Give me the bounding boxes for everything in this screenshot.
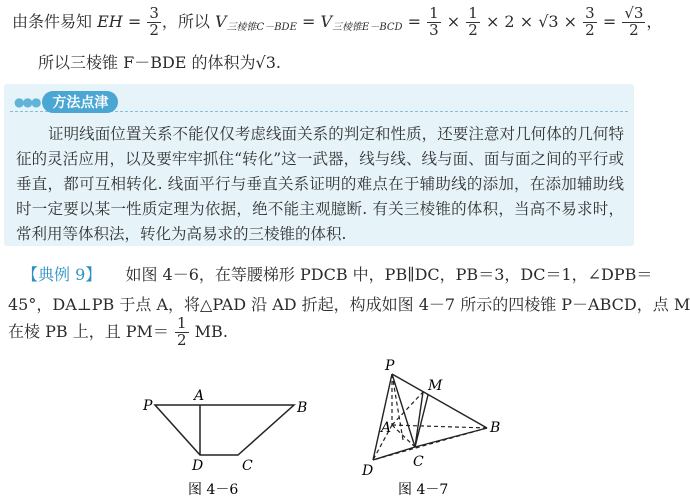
label-p: P (143, 398, 153, 414)
fraction-result: $\frac{√3}{2}$ (624, 4, 644, 39)
volume-subscript-1: 三棱锥C－BDE (226, 21, 297, 33)
volume-subscript-2: 三棱锥E－BCD (332, 21, 403, 33)
example-text-3b: MB. (194, 321, 228, 341)
label-p2: P (385, 358, 395, 374)
edge-pc (392, 374, 415, 447)
mid-text: ，所以 (161, 11, 210, 31)
times-two: × 2 × (485, 11, 534, 31)
solution-line-2: 所以三棱锥 F－BDE 的体积为√3. (38, 53, 282, 72)
edge-ab (392, 425, 487, 428)
label-d2: D (362, 463, 374, 479)
edge-cb (415, 428, 487, 447)
label-b: B (297, 400, 308, 416)
fraction-1-3: $\frac{1}{3}$ (429, 4, 439, 39)
fraction-half: $\frac{1}{2}$ (177, 314, 187, 349)
fraction-3-2: $\frac{3}{2}$ (149, 4, 159, 39)
method-box-header (10, 91, 628, 112)
label-b2: B (490, 420, 501, 436)
label-c2: C (413, 454, 424, 470)
label-d: D (192, 458, 204, 474)
badge-dots-icon: ●●● (14, 95, 40, 109)
label-m: M (428, 378, 443, 394)
example-line-2: 45°，DA⊥PB 于点 A，将△PAD 沿 AD 折起，构成如图 4－7 所示的四棱锥 P－ABCD，点 M (8, 295, 690, 314)
edge-ac (392, 425, 415, 447)
caption-4-6: 图 4－6 (188, 482, 239, 498)
edge-cm-inner (415, 395, 428, 447)
volume-symbol-1: V (215, 11, 227, 31)
edge-mc (415, 392, 423, 447)
example-tag: 【典例 9】 (22, 265, 102, 284)
method-paragraph (16, 122, 624, 247)
sqrt-three: √3 (538, 11, 559, 31)
label-a2: A (381, 420, 392, 436)
example-line-1 (22, 262, 652, 285)
pyramid-figure (373, 374, 487, 460)
trapezoid-figure (155, 405, 294, 455)
label-a: A (194, 388, 205, 404)
example-text-1: 如图 4－6，在等腰梯形 PDCB 中，PB∥DC，PB＝3，DC＝1，∠DPB＝ (125, 265, 653, 284)
hidden-edges (373, 374, 487, 460)
eh-symbol: EH (97, 11, 123, 31)
method-box (4, 84, 634, 246)
example-text-3a: 在棱 PB 上，且 PM＝ (8, 321, 169, 341)
method-badge (10, 91, 126, 113)
edge-ad (373, 425, 392, 460)
equals-sign: = (127, 11, 142, 31)
solution-line-1: 由条件易知 EH = $\frac{3}{2}$ ，所以 $V_{三棱锥C-BDE} = V_{三棱锥E-BCD}$ = $\frac{1}{3}$ × $\frac{1}{2}$ × 2 × √3 × $\frac{3}{2}$ = $\frac{√3}{2}$ ， (12, 4, 663, 39)
edge-pb (392, 374, 487, 428)
fraction-3-2b: $\frac{3}{2}$ (585, 4, 595, 39)
label-c: C (242, 458, 253, 474)
caption-4-7: 图 4－7 (398, 482, 449, 498)
example-line-3 (8, 316, 228, 349)
edge-dc (373, 447, 415, 460)
lead-text: 由条件易知 (12, 11, 93, 31)
method-text: 证明线面位置关系不能仅仅考虑线面关系的判定和性质，还要注意对几何体的几何特征的灵活应用，以及要牢牢抓住“转化”这一武器，线与线、线与面、面与面之间的平行或垂直，都可互相转化. 线面平行与垂直关系证明的难点在于辅助线的添加，在添加辅助线时一定要以某一性质定理为依据，绝不能主观臆断. 有关三棱锥的体积，当高不易求时，常利用等体积法，转化为高易求的三棱锥的体积. (16, 125, 624, 243)
edge-bd (373, 428, 487, 460)
method-badge-label: 方法点津 (42, 91, 118, 113)
edge-pd (373, 374, 392, 460)
volume-symbol-2: V (320, 11, 333, 31)
edge-pc-diag (392, 374, 403, 440)
fraction-1-2: $\frac{1}{2}$ (468, 4, 478, 39)
edge-am (392, 392, 423, 425)
trapezoid-outline (155, 405, 294, 455)
